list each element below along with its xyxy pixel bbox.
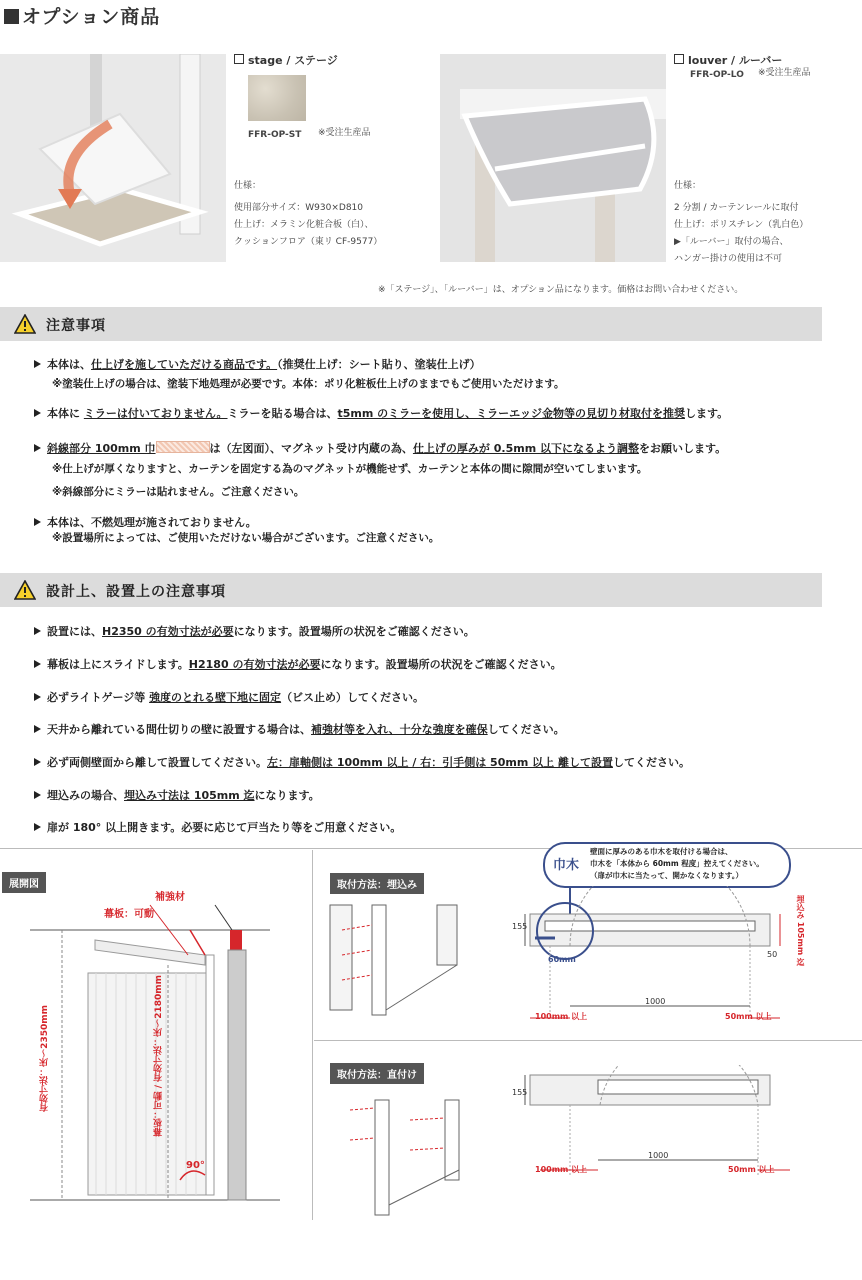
elevation-label: 展開図 (2, 872, 46, 893)
louver-photo (440, 54, 666, 262)
caution-title: 注意事項 (46, 318, 106, 334)
callout-line-2: 巾木を「本体から 60mm 程度」控えてください。 (590, 859, 764, 868)
stage-spec-3: クッションフロア（東リ CF-9577） (234, 237, 383, 247)
embedded-dim-50: 50 (767, 950, 778, 959)
louver-spec-2: 仕上げ：ポリスチレン（乳白色） (674, 220, 809, 230)
caution-item-3: 斜線部分 100mm 巾 は（左図面）、マグネット受け内蔵の為、仕上げの厚みが 0.5mm 以下になるよう調整をお願いします。 (34, 440, 726, 456)
stage-made-to-order: ※受注生産品 (318, 128, 371, 138)
caution-item-1: 本体は、仕上げを施していただける商品です。（推奨仕上げ：シート貼り、塗装仕上げ） (34, 356, 481, 372)
design-item-3: 必ずライトゲージ等 強度のとれる壁下地に固定（ビス止め）してください。 (34, 689, 424, 705)
embedded-dim-105: 埋込み 105mm 迄 (796, 895, 805, 966)
option-note: ※「ステージ」、「ルーバー」は、オプション品になります。価格はお問い合わせください。 (378, 285, 744, 295)
embedded-dim-1000: 1000 (645, 997, 666, 1006)
stage-spec-label: 仕様： (234, 181, 262, 191)
direct-label: 取付方法：直付け (330, 1063, 424, 1084)
horizontal-divider (314, 1040, 862, 1041)
direct-dim-155: 155 (512, 1088, 528, 1097)
louver-heading: louver / ルーバー (674, 52, 782, 68)
angle-label: 90° (186, 1160, 205, 1171)
direct-plan (510, 1065, 810, 1180)
caution-banner (0, 307, 822, 341)
embedded-dim-right: 50mm 以上 (725, 1012, 772, 1021)
stage-heading: stage / ステージ (234, 52, 338, 68)
checkbox-icon (234, 54, 244, 64)
embedded-dim-60: 60mm (548, 955, 576, 964)
design-item-1: 設置には、H2350 の有効寸法が必要になります。設置場所の状況をご確認ください。 (34, 623, 475, 639)
stage-swatch (248, 75, 306, 121)
caution-note-3a: ※仕上げが厚くなりますと、カーテンを固定する為のマグネットが機能せず、カーテンと本体の間に隙間が空いてしまいます。 (52, 463, 648, 475)
warning-icon (14, 314, 36, 334)
valance-label: 幕板：可動 (104, 909, 154, 920)
height-2350-label: 有効寸法：床～2350mm (40, 1005, 50, 1112)
direct-dim-right: 50mm 以上 (728, 1165, 775, 1174)
louver-made-to-order: ※受注生産品 (758, 68, 811, 78)
stage-code: FFR-OP-ST (248, 130, 302, 140)
reinforcement-label: 補強材 (155, 892, 185, 903)
embedded-dim-155: 155 (512, 922, 528, 931)
louver-code: FFR-OP-LO (690, 70, 744, 80)
louver-spec-3: ▶「ルーバー」取付の場合、 (674, 237, 789, 247)
caution-note-4: ※設置場所によっては、ご使用いただけない場合がございます。ご注意ください。 (52, 532, 440, 544)
stage-photo (0, 54, 226, 262)
design-item-5: 必ず両側壁面から離して設置してください。左：扉軸側は 100mm 以上 / 右：引手側は 50mm 以上 離して設置してください。 (34, 754, 690, 770)
title-square-icon (4, 9, 19, 24)
checkbox-icon (674, 54, 684, 64)
callout-line-1: 壁面に厚みのある巾木を取付ける場合は、 (590, 847, 733, 856)
louver-spec-4: ハンガー掛けの使用は不可 (674, 254, 783, 264)
direct-perspective (340, 1090, 470, 1220)
callout-title: 巾木 (553, 858, 580, 873)
direct-dim-1000: 1000 (648, 1151, 669, 1160)
warning-icon (14, 580, 36, 600)
callout-line-3: （扉が巾木に当たって、開かなくなります。） (590, 871, 743, 880)
direct-dim-left: 100mm 以上 (535, 1165, 588, 1174)
design-item-2: 幕板は上にスライドします。H2180 の有効寸法が必要になります。設置場所の状況をご確認ください。 (34, 656, 562, 672)
design-title: 設計上、設置上の注意事項 (46, 584, 226, 600)
design-item-4: 天井から離れている間仕切りの壁に設置する場合は、補強材等を入れ、十分な強度を確保してください。 (34, 721, 565, 737)
height-2180-label: 幕板：可動 / 有効寸法：床～2180mm (154, 975, 164, 1137)
caution-item-4: 本体は、不燃処理が施されておりません。 (34, 514, 257, 530)
louver-spec-label: 仕様： (674, 181, 702, 191)
stage-spec-1: 使用部分サイズ：W930×D810 (234, 203, 364, 213)
design-banner (0, 573, 822, 607)
embedded-dim-left: 100mm 以上 (535, 1012, 588, 1021)
vertical-divider (312, 850, 313, 1220)
hatch-swatch (156, 441, 210, 453)
page-title: オプション商品 (4, 2, 160, 29)
design-item-7: 扉が 180° 以上開きます。必要に応じて戸当たり等をご用意ください。 (34, 819, 401, 835)
embedded-label: 取付方法：埋込み (330, 873, 424, 894)
caution-note-1: ※塗装仕上げの場合は、塗装下地処理が必要です。本体：ポリ化粧板仕上げのままでもご使用いただけます。 (52, 378, 565, 390)
caution-note-3b: ※斜線部分にミラーは貼れません。ご注意ください。 (52, 486, 305, 498)
stage-spec-2: 仕上げ：メラミン化粧合板（白）、 (234, 220, 374, 230)
louver-spec-1: 2 分割 / カーテンレールに取付 (674, 203, 799, 213)
design-item-6: 埋込みの場合、埋込み寸法は 105mm 迄になります。 (34, 787, 320, 803)
caution-item-2: 本体に ミラーは付いておりません。ミラーを貼る場合は、t5mm のミラーを使用し、ミラーエッジ金物等の見切り材取付を推奨します。 (34, 405, 728, 421)
embedded-perspective (322, 900, 472, 1020)
